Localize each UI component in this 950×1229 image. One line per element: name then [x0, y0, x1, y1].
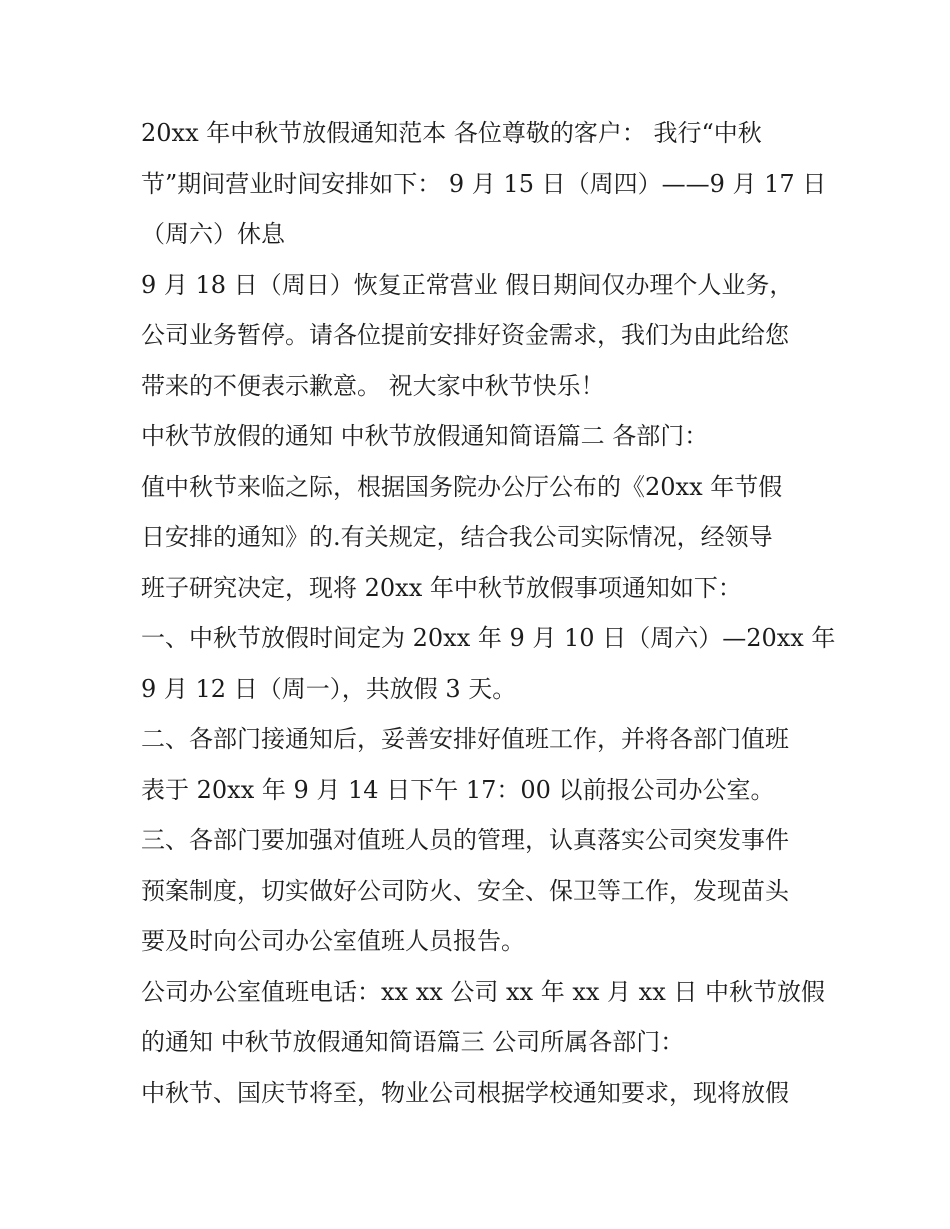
text-line: 公司办公室值班电话：xx xx 公司 xx 年 xx 月 xx 日 中秋节放假	[141, 977, 826, 1006]
text-line: 三、各部门要加强对值班人员的管理，认真落实公司突发事件	[141, 826, 789, 854]
text-line: 的通知 中秋节放假通知简语篇三 公司所属各部门：	[141, 1028, 685, 1056]
text-line: 中秋节、国庆节将至，物业公司根据学校通知要求，现将放假	[141, 1078, 789, 1107]
text-line: 一、中秋节放假时间定为 20xx 年 9 月 10 日（周六）—20xx 年	[141, 624, 836, 652]
text-line: 9 月 12 日（周一），共放假 3 天。	[141, 674, 517, 703]
text-line: 二、各部门接通知后，妥善安排好值班工作，并将各部门值班	[141, 725, 789, 753]
text-line: 表于 20xx 年 9 月 14 日下午 17：00 以前报公司办公室。	[141, 775, 775, 804]
text-line: 预案制度，切实做好公司防火、安全、保卫等工作，发现苗头	[141, 876, 789, 905]
text-line: 班子研究决定，现将 20xx 年中秋节放假事项通知如下：	[141, 573, 742, 602]
document-body	[141, 108, 836, 1118]
text-line: 20xx 年中秋节放假通知范本 各位尊敬的客户： 我行“中秋	[141, 119, 762, 147]
text-line: 节”期间营业时间安排如下： 9 月 15 日（周四）——9 月 17 日	[141, 169, 827, 198]
text-line: 要及时向公司办公室值班人员报告。	[141, 927, 525, 955]
text-line: 中秋节放假的通知 中秋节放假通知简语篇二 各部门：	[141, 422, 709, 450]
text-line: （周六）休息	[141, 220, 285, 248]
text-line: 带来的不便表示歉意。 祝大家中秋节快乐！	[141, 371, 605, 400]
text-line: 值中秋节来临之际，根据国务院办公厅公布的《20xx 年节假	[141, 472, 783, 501]
text-line: 日安排的通知》的.有关规定，结合我公司实际情况，经领导	[141, 523, 773, 551]
text-line: 9 月 18 日（周日）恢复正常营业 假日期间仅办理个人业务，	[141, 270, 794, 299]
text-line: 公司业务暂停。请各位提前安排好资金需求，我们为由此给您	[141, 321, 789, 349]
